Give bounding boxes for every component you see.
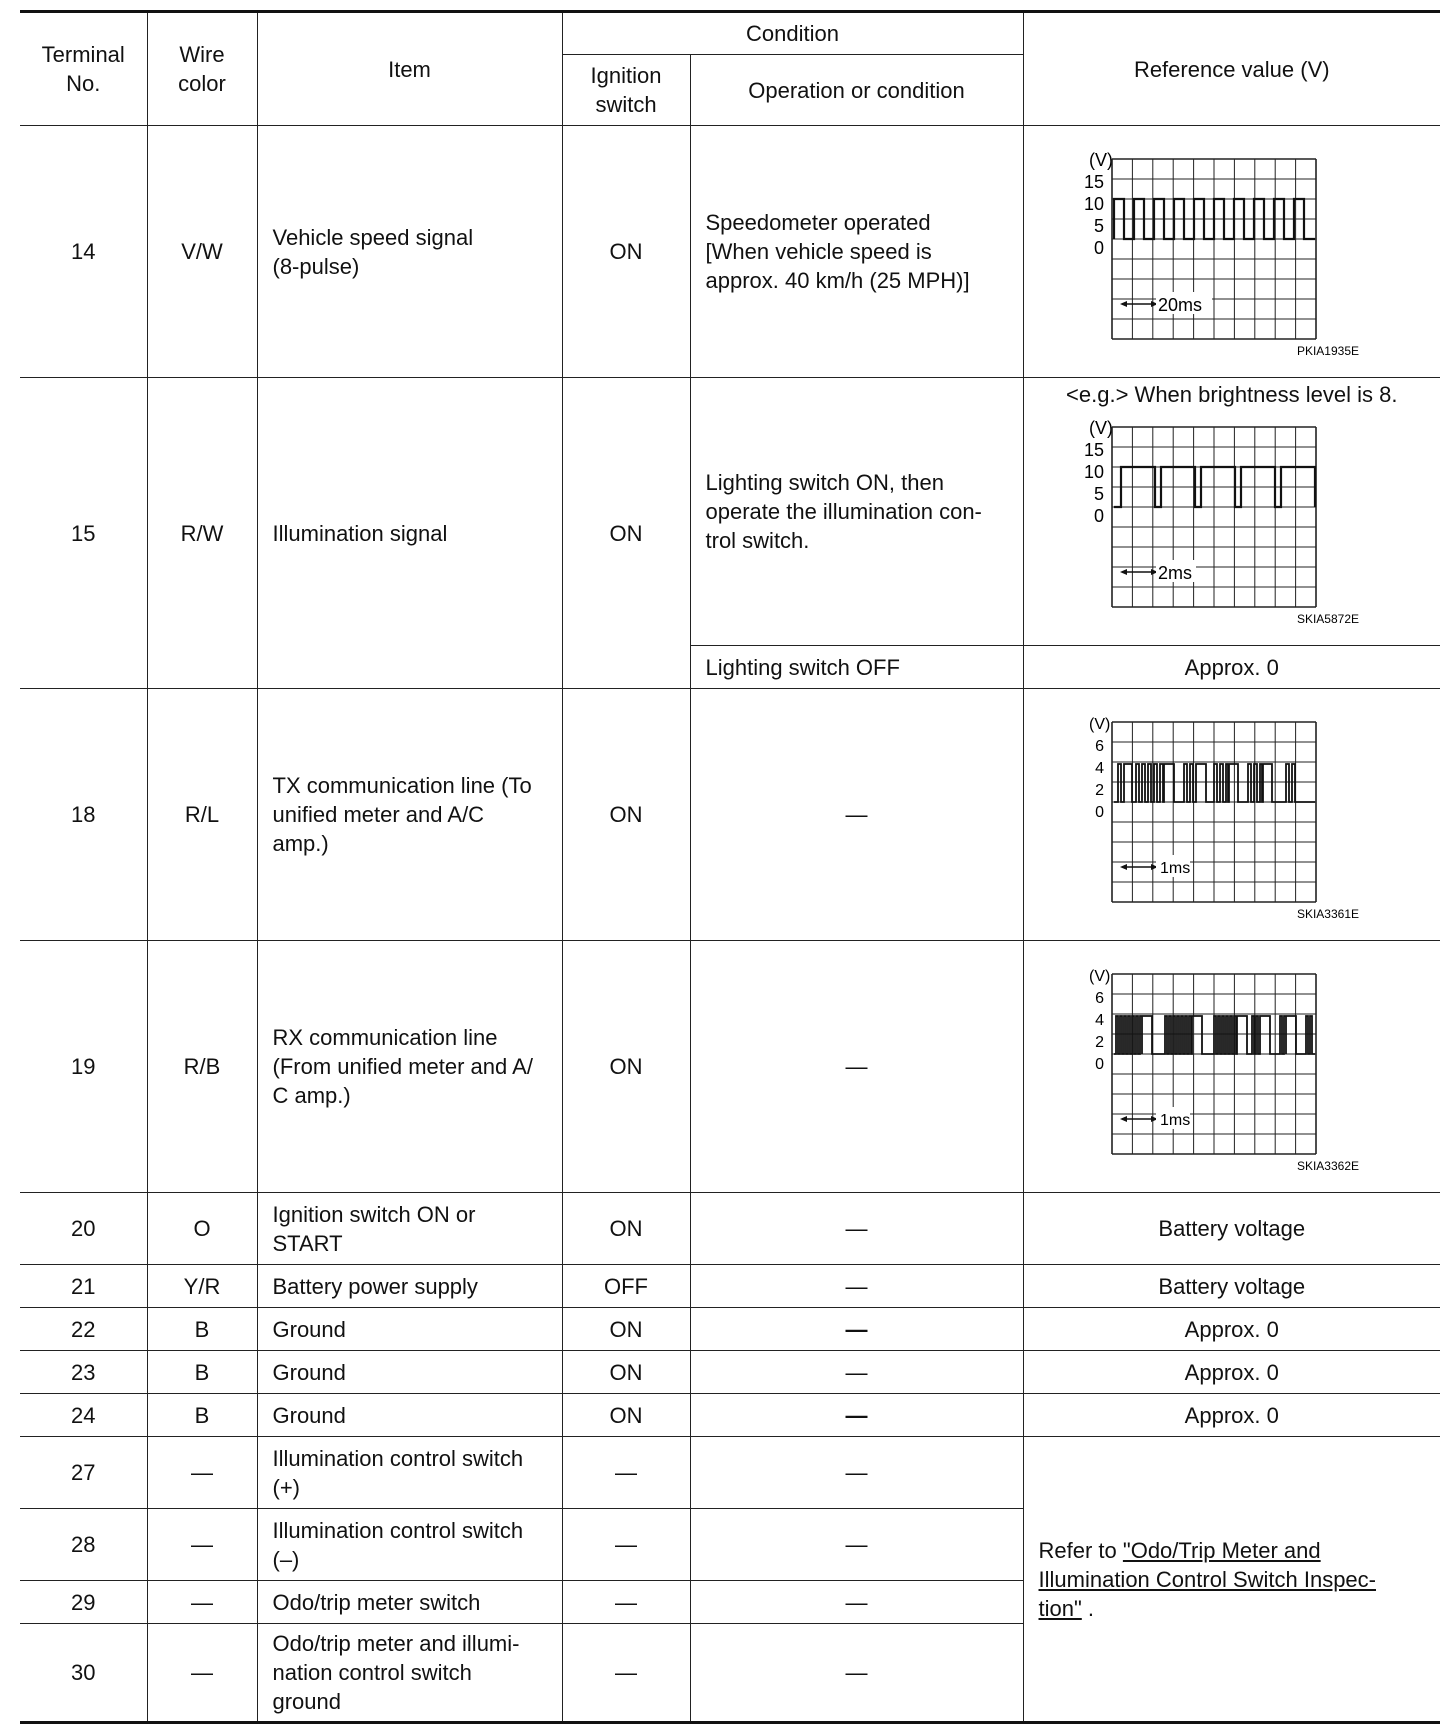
waveform-rx-line bbox=[1024, 941, 1440, 1185]
ignition-switch: ON bbox=[562, 378, 690, 689]
y-tick: 5 bbox=[1093, 484, 1104, 504]
item: Odo/trip meter and illumi- nation control switch ground bbox=[257, 1624, 562, 1723]
signal-trace bbox=[1114, 764, 1315, 802]
ignition-switch: — bbox=[562, 1581, 690, 1624]
ignition-switch: OFF bbox=[562, 1265, 690, 1308]
item: TX communication line (To unified meter and A/C amp.) bbox=[257, 689, 562, 941]
ignition-switch: ON bbox=[562, 941, 690, 1193]
reference-value: Approx. 0 bbox=[1023, 1308, 1440, 1351]
table-row bbox=[20, 1351, 1440, 1394]
wire-color: B bbox=[147, 1308, 257, 1351]
table-row bbox=[20, 1308, 1440, 1351]
item: Ground bbox=[257, 1308, 562, 1351]
ignition-switch: ON bbox=[562, 1351, 690, 1394]
wire-color: R/L bbox=[147, 689, 257, 941]
time-scale: 2ms bbox=[1157, 563, 1192, 583]
signal-trace bbox=[1114, 1016, 1315, 1054]
y-tick: 2 bbox=[1094, 1034, 1104, 1051]
y-tick: 2 bbox=[1094, 782, 1104, 799]
header-operation: Operation or condition bbox=[690, 55, 1023, 126]
waveform-tx-line bbox=[1024, 689, 1440, 933]
wire-color: — bbox=[147, 1581, 257, 1624]
y-tick: 15 bbox=[1083, 172, 1104, 192]
y-tick: 0 bbox=[1093, 238, 1104, 258]
wave-unit: (V) bbox=[1088, 418, 1113, 438]
y-tick: 4 bbox=[1094, 760, 1104, 777]
time-scale-marker bbox=[1120, 1107, 1190, 1129]
wire-color: R/W bbox=[147, 378, 257, 689]
terminal-number: 30 bbox=[20, 1624, 147, 1723]
item: Odo/trip meter switch bbox=[257, 1581, 562, 1624]
table-row bbox=[20, 126, 1440, 378]
operation: Lighting switch ON, then operate the illumination con- trol switch. bbox=[690, 378, 1023, 646]
terminal-number: 23 bbox=[20, 1351, 147, 1394]
figure-code: SKIA5872E bbox=[1296, 612, 1359, 626]
y-tick: 10 bbox=[1083, 462, 1104, 482]
reference-value bbox=[1023, 378, 1440, 646]
y-tick: 6 bbox=[1094, 990, 1104, 1007]
table-row bbox=[20, 378, 1440, 646]
brightness-note: <e.g.> When brightness level is 8. bbox=[1066, 382, 1398, 407]
reference-value: Battery voltage bbox=[1023, 1193, 1440, 1265]
ignition-switch: — bbox=[562, 1624, 690, 1723]
figure-code: SKIA3362E bbox=[1296, 1159, 1359, 1173]
wire-color: R/B bbox=[147, 941, 257, 1193]
ignition-switch: ON bbox=[562, 1193, 690, 1265]
time-scale-marker bbox=[1120, 560, 1196, 583]
y-tick: 10 bbox=[1083, 194, 1104, 214]
table-row bbox=[20, 1193, 1440, 1265]
item: Battery power supply bbox=[257, 1265, 562, 1308]
reference-value bbox=[1023, 941, 1440, 1193]
item: Ignition switch ON or START bbox=[257, 1193, 562, 1265]
reference-value bbox=[1023, 689, 1440, 941]
item: Illumination signal bbox=[257, 378, 562, 689]
ignition-switch: — bbox=[562, 1437, 690, 1509]
inspection-link[interactable]: "Odo/Trip Meter and Illumination Control Switch Inspec- tion" bbox=[1038, 1537, 1376, 1621]
operation: Lighting switch OFF bbox=[690, 646, 1023, 689]
wire-color: — bbox=[147, 1624, 257, 1723]
ignition-switch: ON bbox=[562, 126, 690, 378]
operation: — bbox=[690, 1265, 1023, 1308]
waveform-illumination bbox=[1024, 410, 1440, 638]
ignition-switch: ON bbox=[562, 1308, 690, 1351]
operation: — bbox=[690, 941, 1023, 1193]
terminal-number: 14 bbox=[20, 126, 147, 378]
header-reference-value: Reference value (V) bbox=[1023, 12, 1440, 126]
reference-value: Approx. 0 bbox=[1023, 646, 1440, 689]
reference-value: Battery voltage bbox=[1023, 1265, 1440, 1308]
terminal-number: 29 bbox=[20, 1581, 147, 1624]
item: Ground bbox=[257, 1394, 562, 1437]
wire-color: — bbox=[147, 1509, 257, 1581]
header-ignition-switch: Ignition switch bbox=[562, 55, 690, 126]
terminal-number: 24 bbox=[20, 1394, 147, 1437]
item: Illumination control switch (–) bbox=[257, 1509, 562, 1581]
item: Vehicle speed signal (8-pulse) bbox=[257, 126, 562, 378]
oscilloscope-grid bbox=[1112, 722, 1316, 902]
terminal-number: 19 bbox=[20, 941, 147, 1193]
reference-value: Refer to "Odo/Trip Meter and Illumination Control Switch Inspec- tion" . bbox=[1023, 1437, 1440, 1723]
signal-trace bbox=[1114, 199, 1315, 239]
reference-value bbox=[1023, 126, 1440, 378]
wire-color: B bbox=[147, 1394, 257, 1437]
operation: Speedometer operated [When vehicle speed is approx. 40 km/h (25 MPH)] bbox=[690, 126, 1023, 378]
header-wire-color: Wire color bbox=[147, 12, 257, 126]
operation: — bbox=[690, 1624, 1023, 1723]
wave-unit: (V) bbox=[1088, 968, 1110, 985]
terminal-number: 28 bbox=[20, 1509, 147, 1581]
wire-color: V/W bbox=[147, 126, 257, 378]
y-tick: 0 bbox=[1094, 1056, 1104, 1073]
reference-value: Approx. 0 bbox=[1023, 1351, 1440, 1394]
wire-color: Y/R bbox=[147, 1265, 257, 1308]
time-scale-marker bbox=[1120, 855, 1190, 877]
operation: — bbox=[690, 1437, 1023, 1509]
wave-unit: (V) bbox=[1088, 716, 1110, 733]
table-row bbox=[20, 1437, 1440, 1509]
table-row bbox=[20, 1394, 1440, 1437]
header-item: Item bbox=[257, 12, 562, 126]
ignition-switch: — bbox=[562, 1509, 690, 1581]
time-scale: 20ms bbox=[1157, 295, 1202, 315]
operation: — bbox=[690, 1308, 1023, 1351]
item: Illumination control switch (+) bbox=[257, 1437, 562, 1509]
time-scale: 1ms bbox=[1159, 1112, 1190, 1129]
wave-unit: (V) bbox=[1088, 150, 1113, 170]
ignition-switch: ON bbox=[562, 1394, 690, 1437]
oscilloscope-grid bbox=[1112, 159, 1316, 339]
figure-code: PKIA1935E bbox=[1296, 344, 1359, 358]
y-tick: 0 bbox=[1094, 804, 1104, 821]
operation: — bbox=[690, 1509, 1023, 1581]
y-tick: 0 bbox=[1093, 506, 1104, 526]
header-condition: Condition bbox=[562, 12, 1023, 55]
wire-color: B bbox=[147, 1351, 257, 1394]
oscilloscope-grid bbox=[1112, 427, 1316, 607]
item: Ground bbox=[257, 1351, 562, 1394]
reference-value: Approx. 0 bbox=[1023, 1394, 1440, 1437]
terminal-number: 18 bbox=[20, 689, 147, 941]
y-tick: 6 bbox=[1094, 738, 1104, 755]
table-row bbox=[20, 941, 1440, 1193]
wire-color: O bbox=[147, 1193, 257, 1265]
y-tick: 5 bbox=[1093, 216, 1104, 236]
terminal-number: 27 bbox=[20, 1437, 147, 1509]
wire-color: — bbox=[147, 1437, 257, 1509]
operation: — bbox=[690, 1193, 1023, 1265]
header-terminal: Terminal No. bbox=[20, 12, 147, 126]
operation: — bbox=[690, 1394, 1023, 1437]
figure-code: SKIA3361E bbox=[1296, 907, 1359, 921]
terminal-reference-table bbox=[20, 10, 1440, 1724]
terminal-number: 21 bbox=[20, 1265, 147, 1308]
oscilloscope-grid bbox=[1112, 974, 1316, 1154]
time-scale: 1ms bbox=[1159, 860, 1190, 877]
terminal-number: 15 bbox=[20, 378, 147, 689]
table-row bbox=[20, 689, 1440, 941]
ignition-switch: ON bbox=[562, 689, 690, 941]
waveform-vehicle-speed bbox=[1024, 126, 1440, 370]
table-row bbox=[20, 1265, 1440, 1308]
y-tick: 4 bbox=[1094, 1012, 1104, 1029]
y-tick: 15 bbox=[1083, 440, 1104, 460]
operation: — bbox=[690, 1581, 1023, 1624]
terminal-number: 20 bbox=[20, 1193, 147, 1265]
time-scale-marker bbox=[1120, 292, 1212, 315]
item: RX communication line (From unified meter and A/ C amp.) bbox=[257, 941, 562, 1193]
operation: — bbox=[690, 689, 1023, 941]
terminal-number: 22 bbox=[20, 1308, 147, 1351]
operation: — bbox=[690, 1351, 1023, 1394]
